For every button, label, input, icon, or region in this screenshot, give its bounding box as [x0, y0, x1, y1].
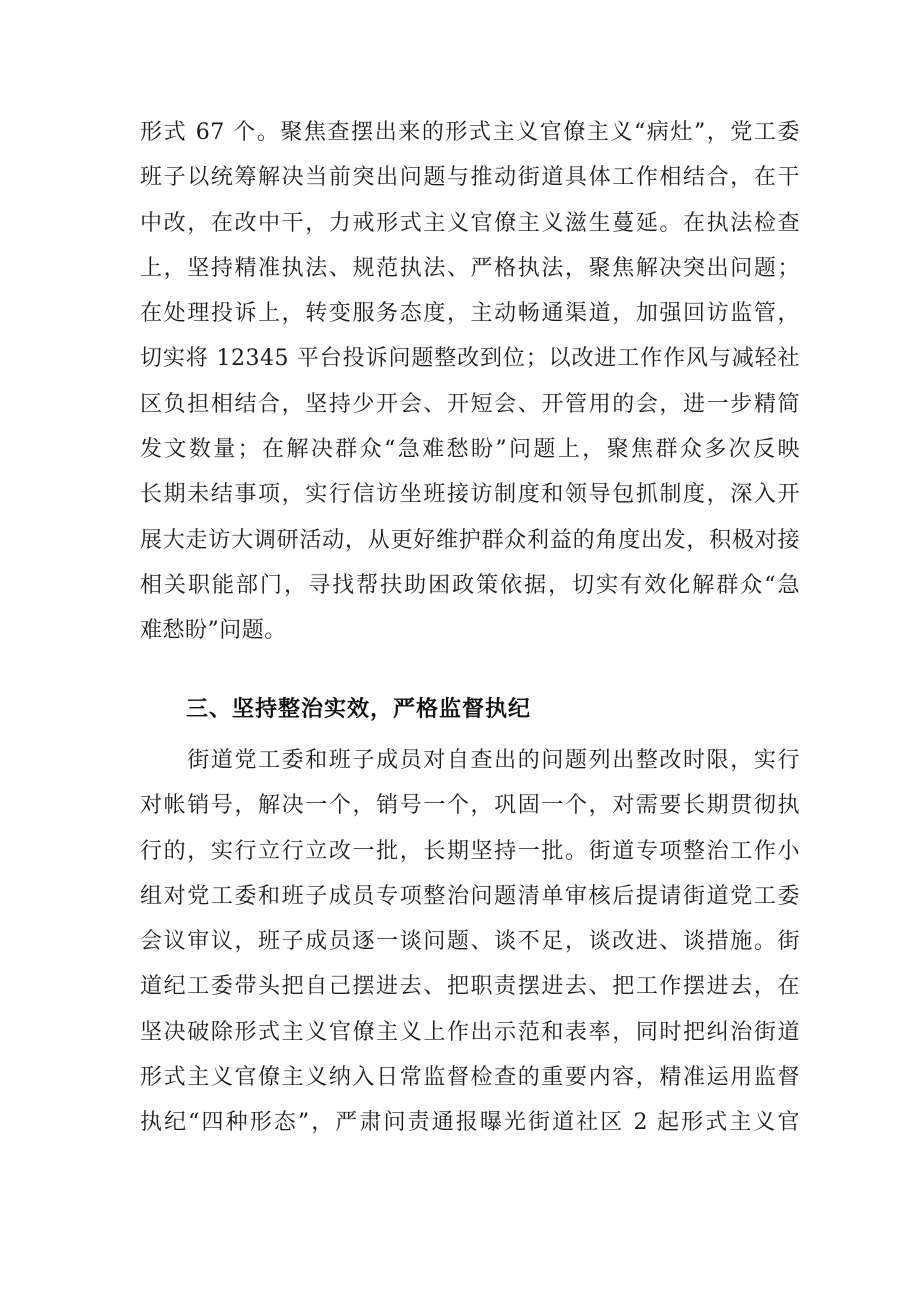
paragraph-line: 街道党工委和班子成员对自查出的问题列出整改时限，实行	[140, 748, 800, 773]
paragraph-line: 中改，在改中干，力戒形式主义官僚主义滋生蔓延。在执法检查	[140, 210, 800, 236]
paragraph-1	[140, 110, 800, 654]
paragraph-line: 切实将 12345 平台投诉问题整改到位；以改进工作作风与减轻社	[140, 346, 800, 372]
paragraph-line: 对帐销号，解决一个，销号一个，巩固一个，对需要长期贯彻执	[140, 793, 800, 819]
paragraph-line: 坚决破除形式主义官僚主义上作出示范和表率，同时把纠治街道	[140, 1019, 800, 1045]
paragraph-line: 行的，实行立行立改一批，长期坚持一批。街道专项整治工作小	[140, 838, 800, 864]
paragraph-line: 在处理投诉上，转变服务态度，主动畅通渠道，加强回访监管，	[140, 301, 800, 327]
paragraph-line: 相关职能部门，寻找帮扶助困政策依据，切实有效化解群众“急	[140, 572, 800, 598]
paragraph-line: 道纪工委带头把自己摆进去、把职责摆进去、把工作摆进去，在	[140, 974, 800, 1000]
paragraph-line: 形式 67 个。聚焦查摆出来的形式主义官僚主义“病灶”，党工委	[140, 120, 800, 145]
paragraph-line: 班子以统筹解决当前突出问题与推动街道具体工作相结合，在干	[140, 165, 800, 191]
paragraph-line: 形式主义官僚主义纳入日常监督检查的重要内容，精准运用监督	[140, 1065, 800, 1091]
paragraph-line: 区负担相结合，坚持少开会、开短会、开管用的会，进一步精简	[140, 391, 800, 417]
paragraph-line: 发文数量；在解决群众“急难愁盼”问题上，聚焦群众多次反映	[140, 437, 800, 463]
paragraph-line: 会议审议，班子成员逐一谈问题、谈不足，谈改进、谈措施。街	[140, 929, 800, 955]
paragraph-line: 执纪“四种形态”，严肃问责通报曝光街道社区 2 起形式主义官	[140, 1110, 800, 1136]
paragraph-line: 上，坚持精准执法、规范执法、严格执法，聚焦解决突出问题；	[140, 255, 800, 281]
paragraph-line: 难愁盼”问题。	[140, 618, 287, 644]
paragraph-2	[140, 738, 800, 1146]
section-heading: 三、坚持整治实效，严格监督执纪	[186, 697, 532, 722]
paragraph-line: 展大走访大调研活动，从更好维护群众利益的角度出发，积极对接	[140, 527, 800, 553]
paragraph-line: 组对党工委和班子成员专项整治问题清单审核后提请街道党工委	[140, 883, 800, 909]
paragraph-line: 长期未结事项，实行信访坐班接访制度和领导包抓制度，深入开	[140, 482, 800, 508]
